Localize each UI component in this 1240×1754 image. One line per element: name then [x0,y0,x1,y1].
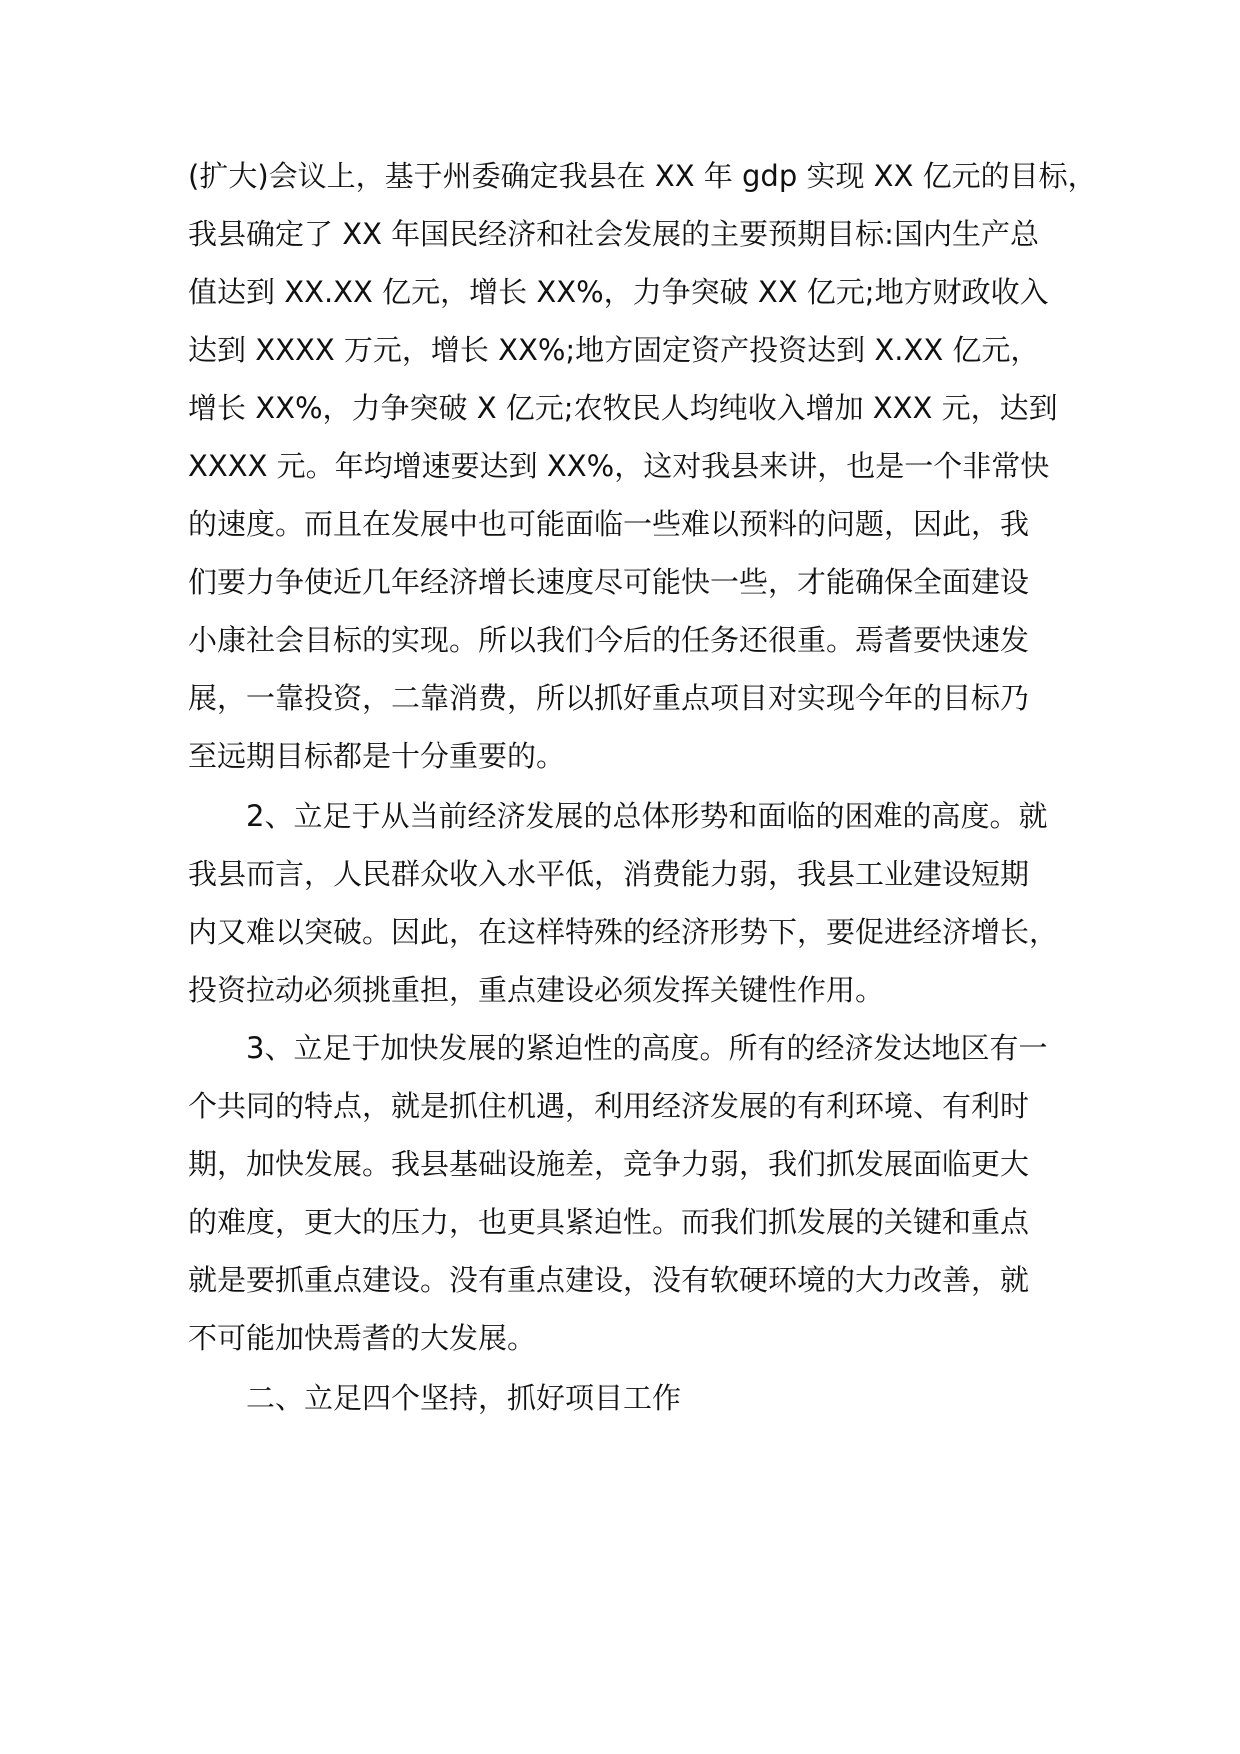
paragraph-3-first-line: 3、立足于加快发展的紧迫性的高度。所有的经济发达地区有一 [246,1031,1048,1065]
text-line: 小康社会目标的实现。所以我们今后的任务还很重。焉耆要快速发 [188,623,1030,657]
text-line: 达到 XXXX 万元，增长 XX%;地方固定资产投资达到 X.XX 亿元， [188,333,1040,367]
text-line: 的难度，更大的压力，也更具紧迫性。而我们抓发展的关键和重点 [188,1205,1030,1239]
paragraph-2-first-line: 2、立足于从当前经济发展的总体形势和面临的困难的高度。就 [246,799,1048,833]
text-line: 我县而言，人民群众收入水平低，消费能力弱，我县工业建设短期 [188,857,1030,891]
text-line: 值达到 XX.XX 亿元，增长 XX%，力争突破 XX 亿元;地方财政收入 [188,275,1049,309]
text-line: 不可能加快焉耆的大发展。 [188,1321,537,1355]
text-line: 内又难以突破。因此，在这样特殊的经济形势下，要促进经济增长， [188,915,1059,949]
text-line: 的速度。而且在发展中也可能面临一些难以预料的问题，因此，我 [188,507,1030,541]
text-line: XXXX 元。年均增速要达到 XX%，这对我县来讲，也是一个非常快 [188,449,1050,483]
text-line: 就是要抓重点建设。没有重点建设，没有软硬环境的大力改善，就 [188,1263,1030,1297]
text-line: 我县确定了 XX 年国民经济和社会发展的主要预期目标:国内生产总 [188,217,1039,251]
text-line: 们要力争使近几年经济增长速度尽可能快一些，才能确保全面建设 [188,565,1030,599]
text-line: 投资拉动必须挑重担，重点建设必须发挥关键性作用。 [188,973,885,1007]
text-line: 期，加快发展。我县基础设施差，竞争力弱，我们抓发展面临更大 [188,1147,1030,1181]
text-line: 个共同的特点，就是抓住机遇，利用经济发展的有利环境、有利时 [188,1089,1030,1123]
text-line: 展，一靠投资，二靠消费，所以抓好重点项目对实现今年的目标乃 [188,681,1030,715]
text-line: 增长 XX%，力争突破 X 亿元;农牧民人均纯收入增加 XXX 元，达到 [188,391,1058,425]
text-line: (扩大)会议上，基于州委确定我县在 XX 年 gdp 实现 XX 亿元的目标， [188,159,1097,193]
section-heading: 二、立足四个坚持，抓好项目工作 [246,1381,682,1415]
text-line: 至远期目标都是十分重要的。 [188,739,566,773]
